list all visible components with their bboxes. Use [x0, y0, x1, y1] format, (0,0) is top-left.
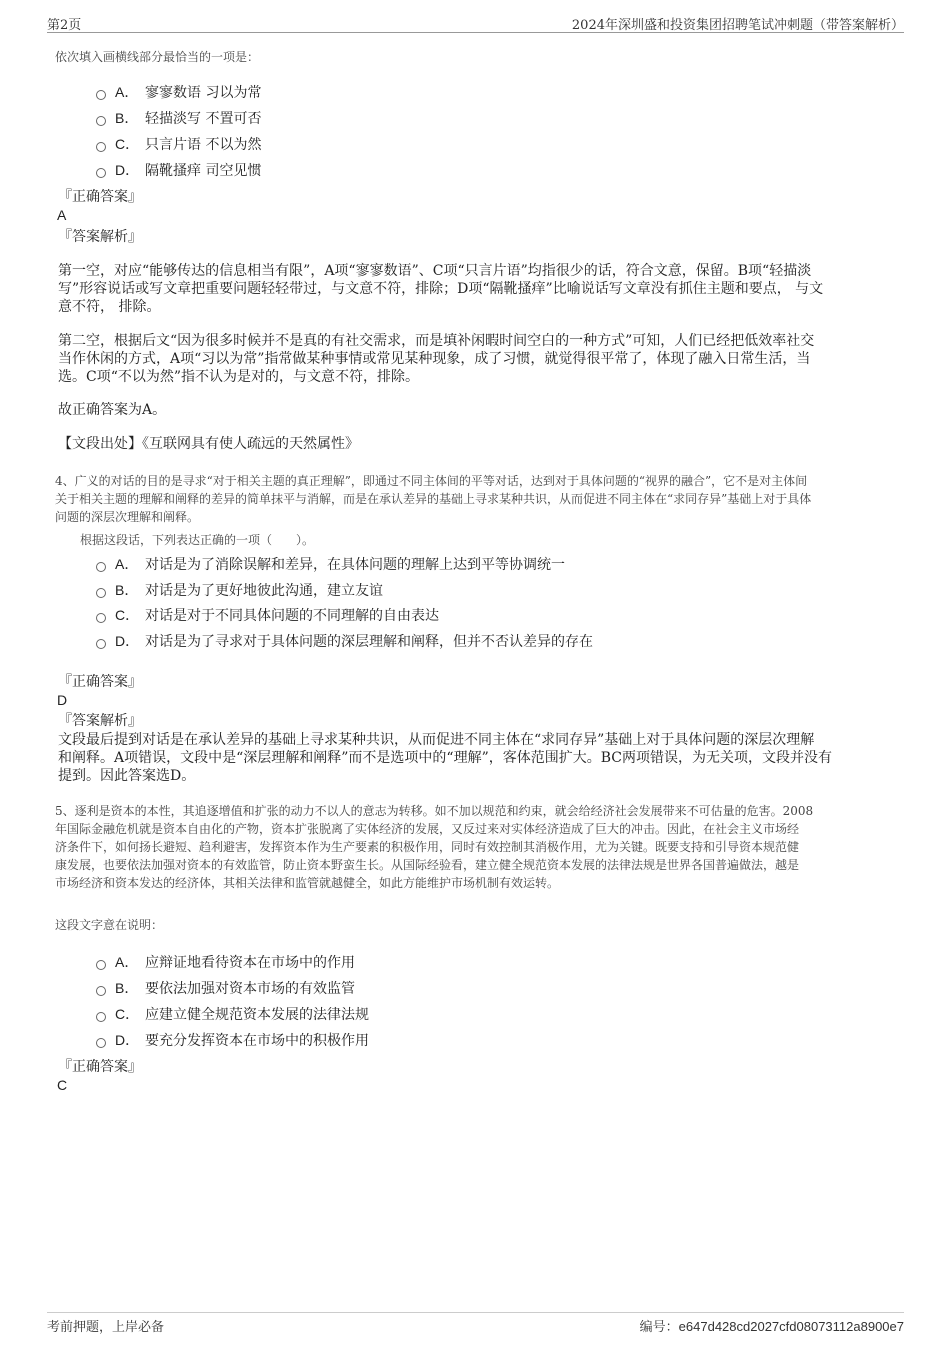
q3-option-c[interactable]: C． 只言片语 不以为然 — [96, 134, 261, 154]
q3-analysis-para-1: 第一空，对应“能够传达的信息相当有限”，A项“寥寥数语”、C项“只言片语”均指很少的话，符合文意，保留。B项“轻描淡 写”形容说话或写文章把重要问题轻轻带过，与文意不符，排除；D项“隔靴搔痒”比喻说话写文章没有抓住主题和要点， 与文 意不符， 排除。 — [58, 263, 824, 315]
radio-icon[interactable] — [96, 588, 106, 598]
radio-icon[interactable] — [96, 142, 106, 152]
q3-answer-label: 『正确答案』 — [58, 189, 142, 205]
q3-source: 【文段出处】《互联网具有使人疏远的天然属性》 — [58, 436, 359, 452]
radio-icon[interactable] — [96, 116, 106, 126]
q4-option-d[interactable]: D． 对话是为了寻求对于具体问题的深层理解和阐释，但并不否认差异的存在 — [96, 631, 593, 651]
q5-stem: 5、逐利是资本的本性，其追逐增值和扩张的动力不以人的意志为转移。如不加以规范和约束，就会给经济社会发展带来不可估量的危害。2008 年国际金融危机就是资本自由化的产物，资本扩张脱离了实体经济的发展，又反过来对实体经济造成了巨大的冲击。因此，在社会主义市场经 济条件下，如何扬长避短、趋利避害，发挥资本作为生产要素的积极作用，同时有效控制其消极作用，尤为关键。既要支持和引导资本规范健 康发展，也要依法加强对资本的有效监管，防止资本野蛮生长。从国际经验看，建立健全规范资本发展的法律法规是世界各国普遍做法，越是 市场经济和资本发达的经济体，其相关法律和监管就越健全，如此方能维护市场机制有效运转。 — [55, 804, 814, 890]
q4-answer: D — [57, 692, 68, 708]
q4-option-a[interactable]: A． 对话是为了消除误解和差异，在具体问题的理解上达到平等协调统一 — [96, 554, 565, 574]
q4-question: 根据这段话，下列表达正确的一项（ ）。 — [80, 533, 315, 547]
radio-icon[interactable] — [96, 960, 106, 970]
q4-option-b[interactable]: B． 对话是为了更好地彼此沟通，建立友谊 — [96, 580, 383, 600]
q5-answer-label: 『正确答案』 — [58, 1059, 142, 1075]
q5-option-b[interactable]: B． 要依法加强对资本市场的有效监管 — [96, 978, 355, 998]
q3-stem: 依次填入画横线部分最恰当的一项是： — [55, 50, 260, 64]
page-header — [47, 14, 904, 33]
q5-option-d[interactable]: D． 要充分发挥资本在市场中的积极作用 — [96, 1030, 369, 1050]
q5-option-a[interactable]: A． 应辩证地看待资本在市场中的作用 — [96, 952, 355, 972]
radio-icon[interactable] — [96, 613, 106, 623]
footer-slogan: 考前押题，上岸必备 — [47, 1320, 165, 1335]
q3-option-a[interactable]: A． 寥寥数语 习以为常 — [96, 82, 261, 102]
page-footer — [47, 1312, 904, 1333]
document-title: 2024年深圳盛和投资集团招聘笔试冲刺题（带答案解析） — [571, 18, 904, 33]
radio-icon[interactable] — [96, 1012, 106, 1022]
q3-analysis-label: 『答案解析』 — [58, 229, 142, 245]
radio-icon[interactable] — [96, 639, 106, 649]
radio-icon[interactable] — [96, 986, 106, 996]
radio-icon[interactable] — [96, 1038, 106, 1048]
q3-analysis-para-2: 第二空，根据后文“因为很多时候并不是真的有社交需求，而是填补闲暇时间空白的一种方式”可知，人们已经把低效率社交 当作休闲的方式，A项“习以为常”指常做某种事情或常见某种现象，成了习惯，就觉得很平常了，体现了融入日常生活，当 选。C项“不以为然”指不认为是对的，与文意不符，排除。 — [58, 333, 815, 385]
q5-option-c[interactable]: C． 应建立健全规范资本发展的法律法规 — [96, 1004, 369, 1024]
page-number: 第2页 — [47, 18, 82, 33]
q4-analysis: 文段最后提到对话是在承认差异的基础上寻求某种共识，从而促进不同主体在“求同存异”基础上对于具体问题的深层次理解 和阐释。A项错误，文段中是“深层理解和阐释”而不是选项中的“理解”，客体范围扩大。BC两项错误，为无关项，文段并没有 提到。因此答案选D。 — [58, 732, 832, 784]
q4-analysis-label: 『答案解析』 — [58, 713, 142, 729]
q5-question: 这段文字意在说明： — [55, 918, 164, 932]
radio-icon[interactable] — [96, 168, 106, 178]
radio-icon[interactable] — [96, 562, 106, 572]
document-code: 编号：e647d428cd2027cfd08073112a8900e7 — [639, 1319, 904, 1335]
q3-option-d[interactable]: D． 隔靴搔痒 司空见惯 — [96, 160, 261, 180]
q5-answer: C — [57, 1077, 68, 1093]
q3-option-b[interactable]: B． 轻描淡写 不置可否 — [96, 108, 261, 128]
q4-answer-label: 『正确答案』 — [58, 674, 142, 690]
radio-icon[interactable] — [96, 90, 106, 100]
q4-stem: 4、广义的对话的目的是寻求“对于相关主题的真正理解”，即通过不同主体间的平等对话，达到对于具体问题的“视界的融合”，它不是对主体间 关于相关主题的理解和阐释的差异的简单抹平与消解，而是在承认差异的基础上寻求某种共识，从而促进不同主体在“求同存异”基础上对于具体 问题的深层次理解和阐释。 — [55, 474, 812, 524]
q3-conclusion: 故正确答案为A。 — [58, 402, 167, 418]
q3-answer: A — [57, 207, 67, 223]
q4-option-c[interactable]: C． 对话是对于不同具体问题的不同理解的自由表达 — [96, 605, 439, 625]
